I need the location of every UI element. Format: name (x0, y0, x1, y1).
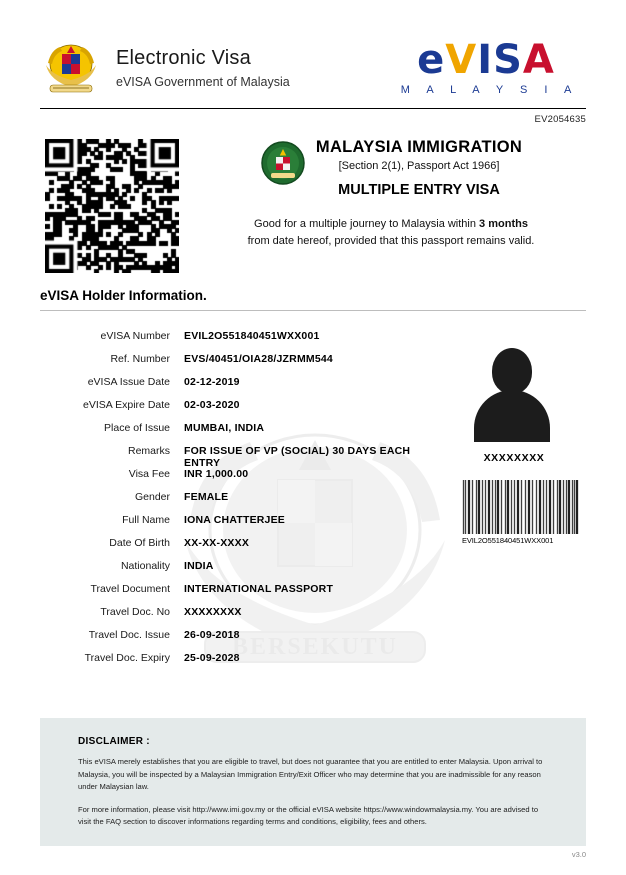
detail-value: IONA CHATTERJEE (184, 514, 286, 526)
detail-label: eVISA Issue Date (87, 376, 170, 388)
page-title: Electronic Visa (116, 47, 251, 69)
header-title-block (116, 47, 386, 89)
evisa-logo-wordmark (417, 37, 555, 83)
disclaimer-paragraph-2: For more information, please visit http://www.imi.gov.my or the official eVISA website https://www.windowmalaysia.my. You are advised to visit the FAQ section to discover informations regarding terms and conditions, eligibility, fees and others. (78, 804, 539, 827)
disclaimer-panel (40, 718, 586, 846)
detail-label: Ref. Number (110, 353, 170, 365)
evisa-logo-letter-i: I (477, 37, 494, 83)
holder-details-table (40, 330, 440, 675)
detail-value: FOR ISSUE OF VP (SOCIAL) 30 DAYS EACH ENTRY (184, 445, 411, 469)
disclaimer-paragraph-1: This eVISA merely establishes that you are eligible to travel, but does not guarantee that you are entitled to enter Malaysia. Upon arrival to Malaysia, you will be inspected by a Malaysian Immigration Entry/Exit Officer who may determine that you are inadmissible for any reason under Malaysian law. (78, 757, 543, 792)
detail-value: XXXXXXXX (184, 606, 242, 618)
document-header (40, 32, 586, 104)
detail-value: INDIA (184, 560, 214, 572)
detail-value: FEMALE (184, 491, 229, 503)
svg-text:BERSEKUTU: BERSEKUTU (231, 634, 399, 660)
detail-label: Place of Issue (104, 422, 170, 434)
detail-label: Nationality (120, 560, 170, 572)
detail-row (40, 491, 440, 514)
detail-value: INTERNATIONAL PASSPORT (184, 583, 334, 595)
document-serial-number: EV2054635 (534, 114, 586, 125)
detail-row (40, 353, 440, 376)
detail-row (40, 330, 440, 353)
holder-photo-caption: XXXXXXXX (483, 452, 545, 464)
evisa-logo-letter-v: V (445, 37, 478, 83)
detail-label: Visa Fee (128, 468, 170, 480)
evisa-logo (386, 37, 586, 96)
disclaimer-title: DISCLAIMER : (78, 736, 150, 747)
detail-value: INR 1,000.00 (184, 468, 249, 480)
visa-validity-note (196, 216, 586, 250)
immigration-title: MALAYSIA IMMIGRATION (315, 138, 523, 156)
detail-row (40, 445, 440, 468)
detail-label: Travel Doc. Expiry (84, 652, 170, 664)
detail-value: 26-09-2018 (184, 629, 240, 641)
detail-label: eVISA Expire Date (83, 399, 170, 411)
holder-photo (470, 342, 554, 442)
detail-row (40, 583, 440, 606)
detail-row (40, 560, 440, 583)
detail-value: EVIL2O551840451WXX001 (184, 330, 320, 342)
detail-row (40, 652, 440, 675)
document-version: v3.0 (571, 850, 586, 859)
detail-label: Travel Document (90, 583, 170, 595)
photo-head-silhouette (492, 348, 532, 394)
holder-information-heading: eVISA Holder Information. (40, 288, 207, 303)
page-subtitle: eVISA Government of Malaysia (116, 75, 290, 89)
detail-value: 02-03-2020 (184, 399, 240, 411)
detail-value: 25-09-2028 (184, 652, 240, 664)
evisa-logo-country: M A L A Y S I A (400, 84, 579, 96)
qr-code (44, 138, 180, 274)
detail-row (40, 422, 440, 445)
detail-label: Date Of Birth (109, 537, 170, 549)
barcode-value: EVIL2O551840451WXX001 (462, 536, 554, 545)
immigration-block (196, 138, 586, 250)
photo-body-silhouette (474, 390, 550, 442)
visa-validity-duration: 3 months (479, 218, 528, 230)
detail-label: eVISA Number (100, 330, 170, 342)
immigration-section-reference: [Section 2(1), Passport Act 1966] (338, 160, 500, 172)
detail-row (40, 399, 440, 422)
detail-row (40, 606, 440, 629)
disclaimer-body (78, 756, 546, 839)
detail-label: Remarks (127, 445, 170, 457)
header-divider (40, 108, 586, 109)
detail-row (40, 514, 440, 537)
evisa-logo-letter-s: S (493, 37, 523, 83)
detail-label: Travel Doc. Issue (88, 629, 170, 641)
detail-value: MUMBAI, INDIA (184, 422, 265, 434)
visa-validity-note-line2: from date hereof, provided that this passport remains valid. (247, 235, 535, 248)
detail-row (40, 629, 440, 652)
immigration-seal-icon (260, 140, 306, 186)
detail-value: XX-XX-XXXX (184, 537, 250, 549)
visa-validity-note-line1-prefix: Good for a multiple journey to Malaysia within (254, 218, 480, 230)
detail-label: Gender (134, 491, 170, 503)
barcode-image (462, 480, 580, 534)
detail-row (40, 376, 440, 399)
evisa-logo-letter-a: A (522, 37, 555, 83)
detail-row (40, 537, 440, 560)
malaysia-coat-of-arms-icon (40, 37, 102, 99)
detail-value: EVS/40451/OIA28/JZRMM544 (184, 353, 333, 365)
detail-label: Travel Doc. No (100, 606, 170, 618)
detail-label: Full Name (122, 514, 170, 526)
detail-value: 02-12-2019 (184, 376, 240, 388)
detail-row (40, 468, 440, 491)
holder-information-divider (40, 310, 586, 311)
barcode-block (462, 480, 580, 545)
visa-type-label: MULTIPLE ENTRY VISA (338, 182, 500, 198)
evisa-logo-letter-e: e (417, 37, 446, 83)
